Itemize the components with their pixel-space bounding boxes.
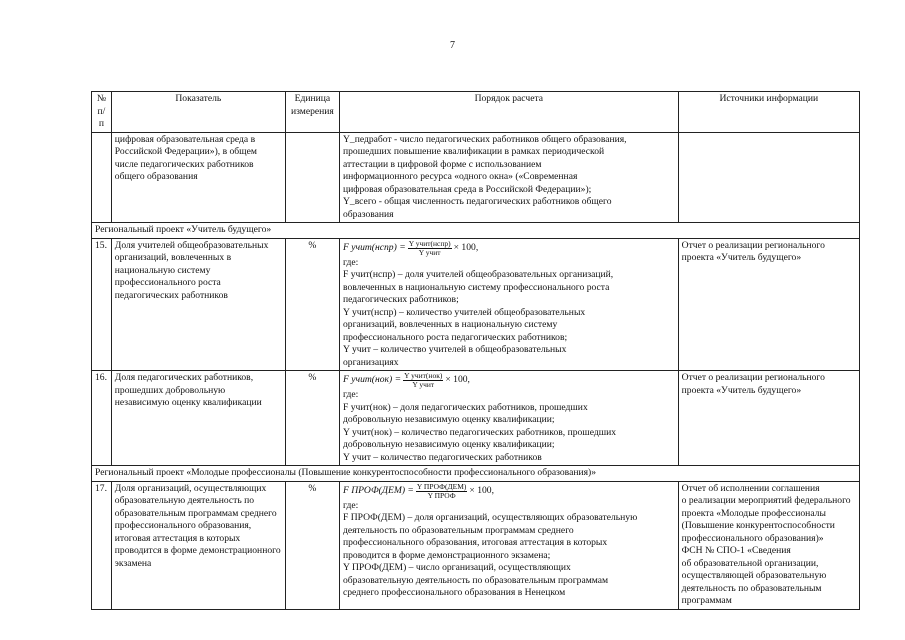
calc-line: прошедших повышение квалификации в рамках периодической <box>342 146 605 157</box>
calc-line: Y учит(нспр) – количество учителей общеобразовательных <box>342 306 586 318</box>
calc-where: где: <box>342 256 359 268</box>
source-line: (Повышение конкурентоспособности <box>681 520 835 531</box>
formula-lhs: F учит(нок) = <box>342 374 402 386</box>
calc-line: среднего профессионального образования в Ненецком <box>342 587 566 598</box>
calc-line: проводится в форме демонстрационного экзамена; <box>342 549 551 561</box>
formula-denominator: Y учит <box>412 380 435 389</box>
source-line: ФСН № СПО-1 «Сведения <box>681 545 791 556</box>
cell-unit: % <box>285 371 339 466</box>
cell-indicator: Доля организаций, осуществляющих образовательную деятельность по образовательным программам среднего профессионального образования, итоговая аттестация в которых проводится в форме демонстрационного экзамена <box>111 481 285 609</box>
formula <box>343 483 675 500</box>
formula-denominator: Y учит <box>418 247 441 257</box>
formula-lhs: F учит(нспр) = <box>342 241 406 253</box>
calc-line: деятельность по образовательным программам среднего <box>342 524 574 536</box>
source-line: проекта «Молодые профессионалы <box>681 507 826 519</box>
calc-line: профессионального роста педагогических работников; <box>342 331 568 343</box>
cell-source: Отчет о реализации регионального проекта «Учитель будущего» <box>678 371 859 466</box>
section-title: Региональный проект «Молодые профессионалы (Повышение конкурентоспособности профессионального образования)» <box>92 466 860 482</box>
cell-num: 15. <box>92 238 112 371</box>
calc-line: F учит(нок) – доля педагогических работников, прошедших <box>342 401 588 413</box>
cell-unit <box>285 132 339 223</box>
formula <box>343 240 675 257</box>
section-row <box>92 223 860 239</box>
calc-line: F учит(нспр) – доля учителей общеобразовательных организаций, <box>342 269 614 280</box>
header-calc: Порядок расчета <box>339 92 678 133</box>
cell-calc <box>339 371 678 466</box>
table-row <box>92 481 860 609</box>
header-source: Источники информации <box>678 92 859 133</box>
calc-line: F ПРОФ(ДЕМ) – доля организаций, осуществляющих образовательную <box>342 512 638 523</box>
calc-line: организациях <box>342 356 399 368</box>
calc-line: организаций, вовлеченных в национальную систему <box>342 319 558 330</box>
calc-line: Y учит – количество педагогических работников <box>342 451 542 463</box>
cell-calc <box>339 481 678 609</box>
formula-fraction <box>408 240 452 257</box>
source-line: деятельность по образовательным <box>681 582 822 594</box>
calc-line: профессионального образования, итоговая аттестация в которых <box>342 537 608 548</box>
cell-source <box>678 132 859 223</box>
formula-tail: × 100, <box>453 241 479 253</box>
header-indicator: Показатель <box>111 92 285 133</box>
table-row <box>92 238 860 371</box>
formula-fraction <box>403 372 443 389</box>
calc-line: добровольную независимую оценку квалификации; <box>342 439 555 450</box>
formula-tail: × 100, <box>469 484 494 496</box>
calc-line: Y ПРОФ(ДЕМ) – число организаций, осуществляющих <box>342 562 571 573</box>
calc-line: образовательную деятельность по образовательным программам <box>342 574 609 586</box>
formula-denominator: Y ПРОФ <box>427 490 456 500</box>
calc-line: Y учит(нок) – количество педагогических работников, прошедших <box>342 426 617 438</box>
header-num: № п/п <box>92 92 112 133</box>
formula-tail: × 100, <box>445 374 470 386</box>
cell-num <box>92 132 112 223</box>
calc-where: где: <box>342 389 359 400</box>
calc-line: информационного ресурса «одного окна» («Современная <box>342 171 578 182</box>
cell-unit: % <box>285 481 339 609</box>
formula-numerator: Y учит(нспр) <box>408 238 451 248</box>
formula <box>343 372 675 389</box>
source-line: программам <box>681 595 732 606</box>
source-line: о реализации мероприятий федерального <box>681 495 851 506</box>
calc-line: Y_всего - общая численность педагогических работников общего <box>342 196 612 207</box>
source-line: профессионального образования)» <box>681 532 824 544</box>
calc-line: Y учит – количество учителей в общеобразовательных <box>342 344 567 355</box>
page-number: 7 <box>450 40 455 51</box>
calc-line: педагогических работников; <box>342 294 459 305</box>
cell-source <box>678 481 859 609</box>
source-line: об образовательной организации, <box>681 557 819 569</box>
calc-line: цифровая образовательная среда в Российской Федерации»); <box>342 183 592 195</box>
formula-lhs: F ПРОФ(ДЕМ) = <box>342 484 414 496</box>
source-line: Отчет об исполнении соглашения <box>681 482 820 494</box>
cell-calc <box>339 238 678 371</box>
table-row <box>92 371 860 466</box>
cell-unit: % <box>285 238 339 371</box>
calc-line: Y_педработ - число педагогических работников общего образования, <box>342 133 627 145</box>
table-row <box>92 132 860 223</box>
cell-num: 16. <box>92 371 112 466</box>
calc-line: образования <box>342 208 394 220</box>
cell-indicator: Доля педагогических работников, прошедших добровольную независимую оценку квалификации <box>111 371 285 466</box>
cell-indicator: цифровая образовательная среда в Российской Федерации»), в общем числе педагогических работников общего образования <box>111 132 285 223</box>
cell-calc <box>339 132 678 223</box>
header-row <box>92 92 860 133</box>
section-row <box>92 466 860 482</box>
cell-source: Отчет о реализации регионального проекта «Учитель будущего» <box>678 238 859 371</box>
indicators-table <box>91 91 860 610</box>
formula-numerator: Y ПРОФ(ДЕМ) <box>416 481 467 491</box>
section-title: Региональный проект «Учитель будущего» <box>92 223 860 239</box>
cell-indicator: Доля учителей общеобразовательных организаций, вовлеченных в национальную систему профессионального роста педагогических работников <box>111 238 285 371</box>
source-line: осуществляющей образовательную <box>681 570 827 581</box>
calc-line: добровольную независимую оценку квалификации; <box>342 414 555 425</box>
header-unit: Единица измерения <box>285 92 339 133</box>
formula-fraction <box>416 483 468 500</box>
calc-where: где: <box>342 499 359 511</box>
formula-numerator: Y учит(нок) <box>404 371 443 380</box>
cell-num: 17. <box>92 481 112 609</box>
calc-line: аттестации в цифровой форме с использованием <box>342 158 542 170</box>
calc-line: вовлеченных в национальную систему профессионального роста <box>342 281 610 293</box>
